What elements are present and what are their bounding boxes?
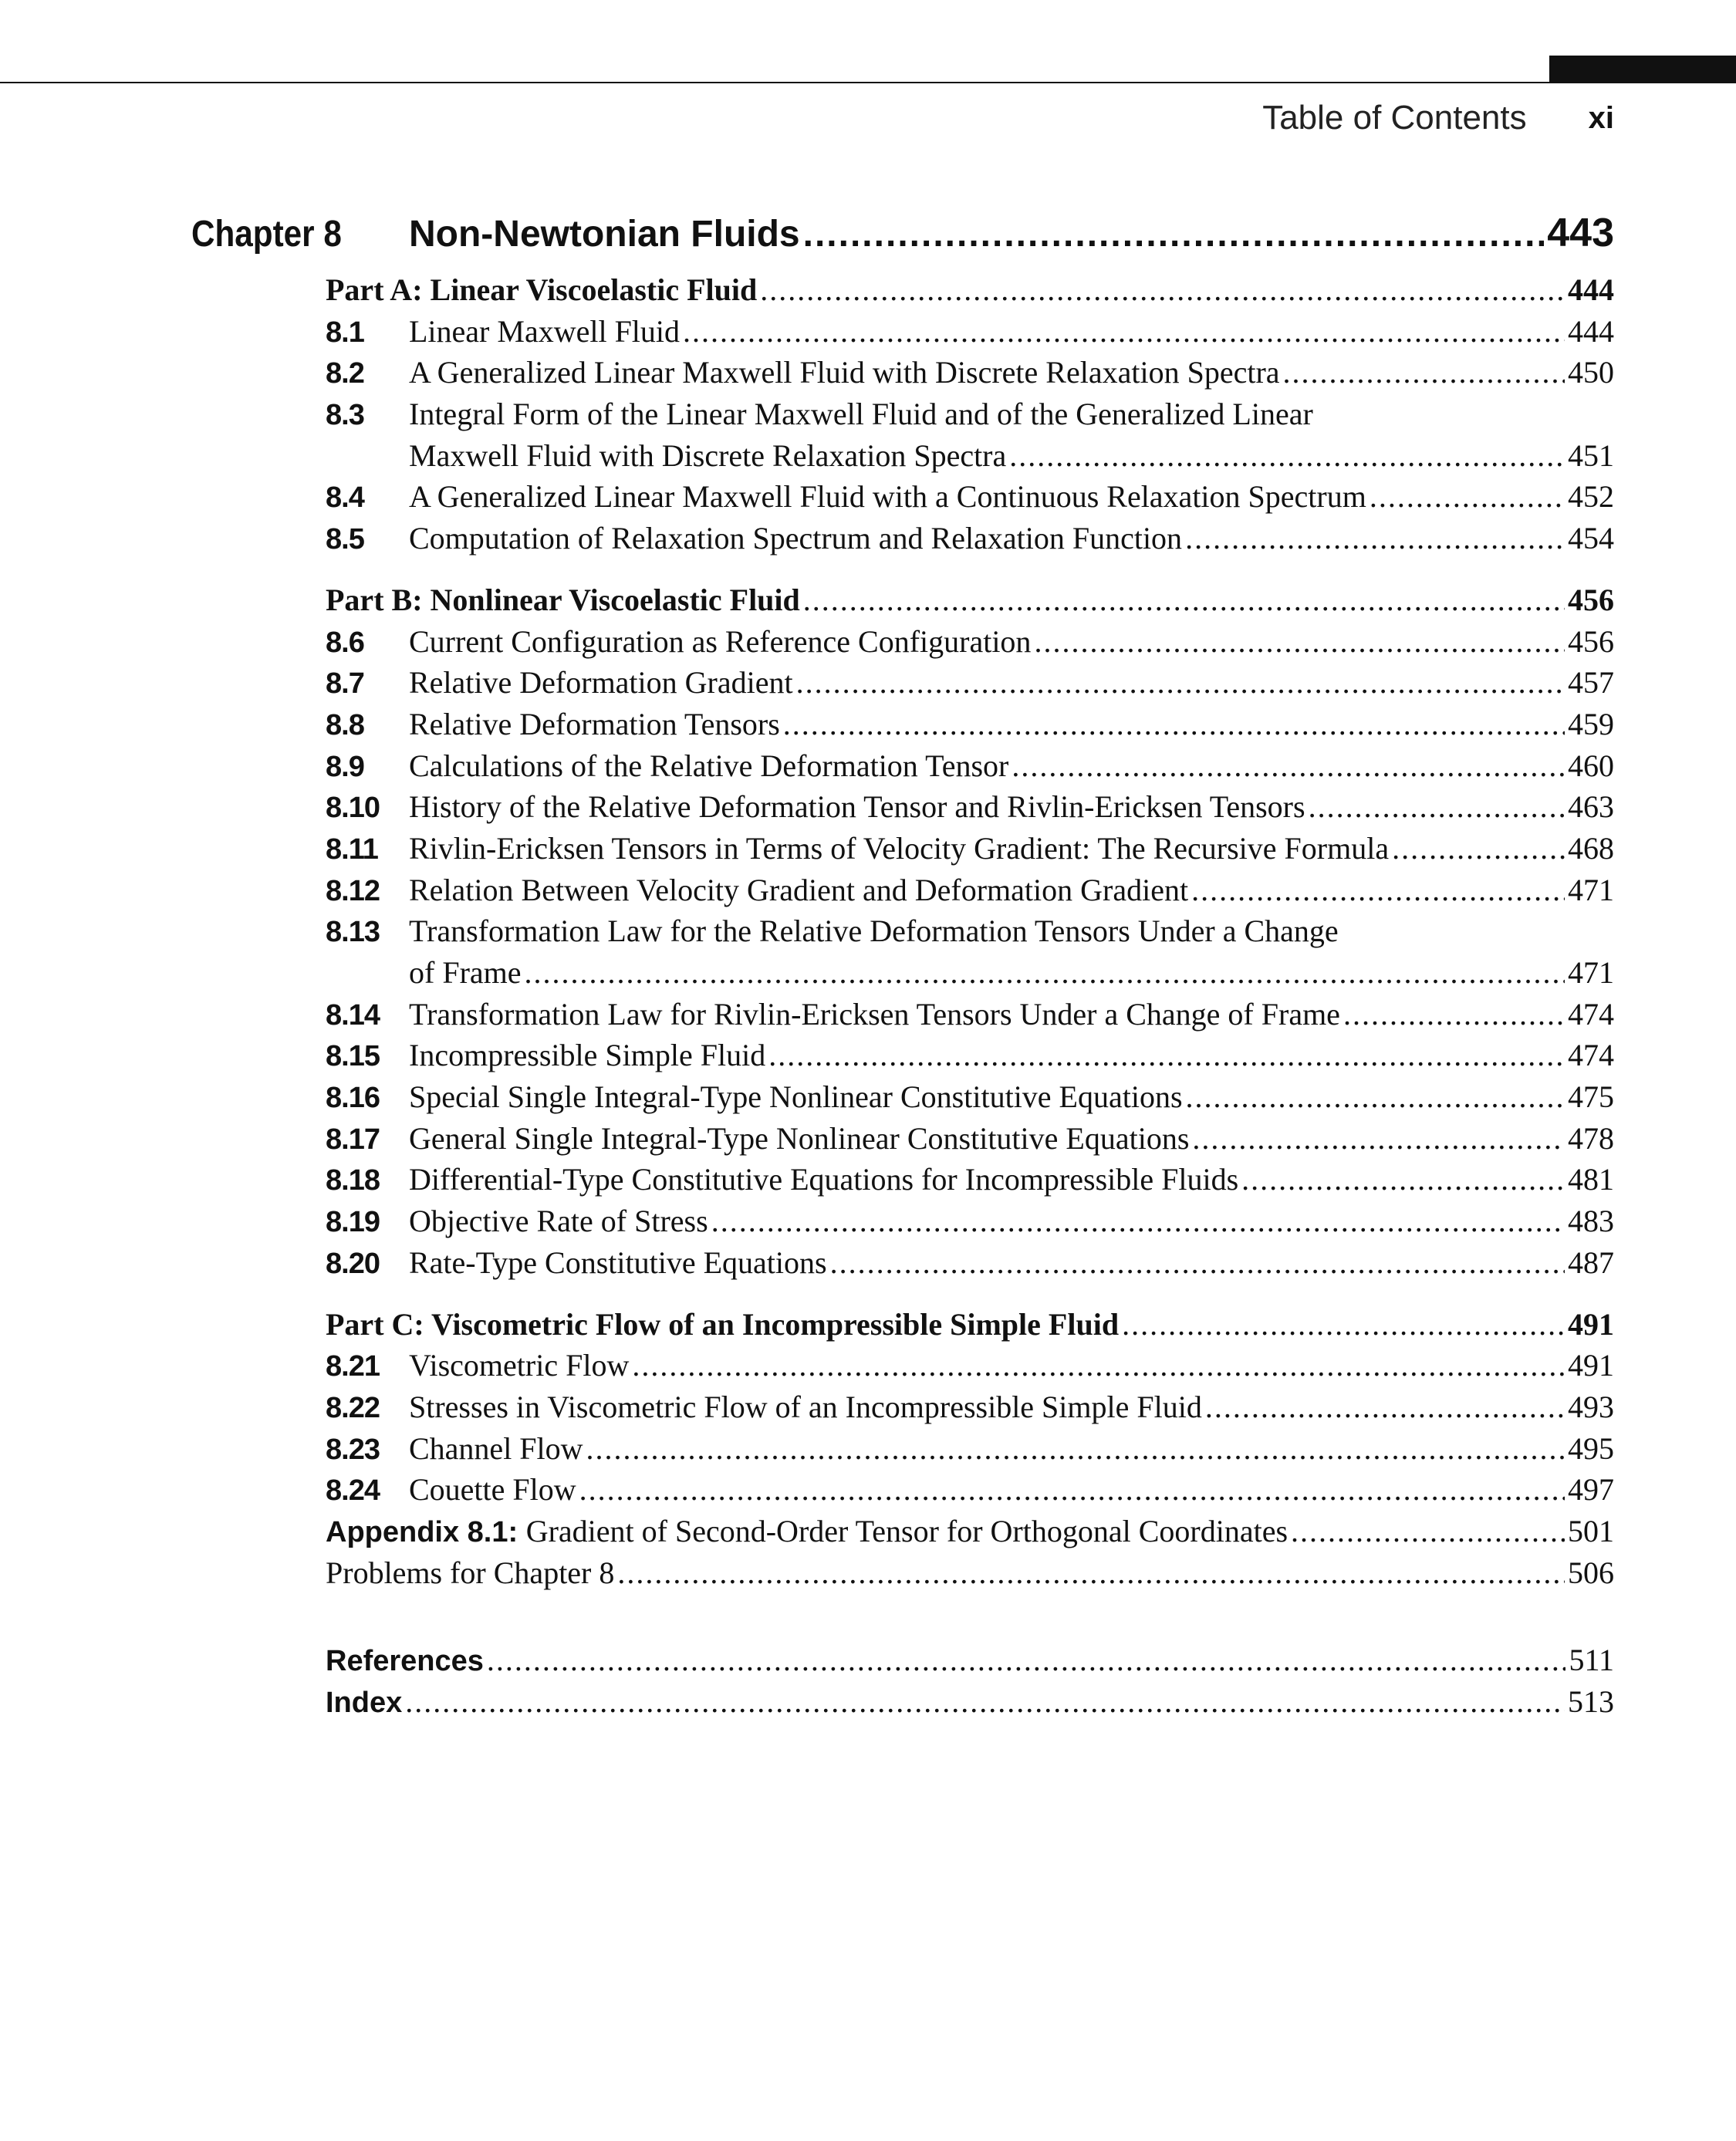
leader-dots xyxy=(617,1555,1565,1591)
section-number: 8.3 xyxy=(326,399,364,432)
section-number: 8.4 xyxy=(326,481,364,515)
entry-label: Appendix 8.1: xyxy=(326,1515,526,1548)
leader-dots xyxy=(1122,1306,1565,1342)
entry-page: 506 xyxy=(1568,1555,1614,1590)
leader-dots xyxy=(783,706,1565,742)
section-number: 8.24 xyxy=(326,1474,380,1508)
leader-dots xyxy=(1009,437,1565,474)
entry-title: A Generalized Linear Maxwell Fluid with Discrete Relaxation Spectra xyxy=(409,355,1280,390)
toc-appendix[interactable] xyxy=(326,1513,1614,1555)
toc-entry[interactable] xyxy=(326,1037,1614,1079)
entry-page: 471 xyxy=(1568,872,1614,907)
entry-page: 460 xyxy=(1568,748,1614,783)
entry-page: 456 xyxy=(1568,623,1614,659)
leader-dots xyxy=(1343,996,1565,1032)
leader-dots xyxy=(1309,789,1565,825)
entry-title: Integral Form of the Linear Maxwell Fluid and of the Generalized Linear xyxy=(409,397,1313,432)
entry-page: 491 xyxy=(1568,1306,1614,1342)
entry-title: of Frame xyxy=(409,955,522,990)
leader-dots xyxy=(830,1244,1565,1281)
entry-title: Relative Deformation Gradient xyxy=(409,665,793,701)
running-head-title: Table of Contents xyxy=(1262,99,1527,137)
table-of-contents xyxy=(326,272,1614,1725)
entry-title: A Generalized Linear Maxwell Fluid with a Continuous Relaxation Spectrum xyxy=(409,479,1366,515)
entry-page: 450 xyxy=(1568,355,1614,390)
leader-dots xyxy=(1186,1079,1565,1115)
section-number: 8.12 xyxy=(326,874,380,907)
leader-dots xyxy=(1370,478,1565,515)
toc-part-heading[interactable] xyxy=(326,272,1614,313)
entry-title: Stresses in Viscometric Flow of an Incompressible Simple Fluid xyxy=(409,1389,1202,1424)
entry-title: Transformation Law for the Relative Deformation Tensors Under a Change xyxy=(409,913,1339,949)
entry-page: 474 xyxy=(1568,1038,1614,1073)
entry-title: Special Single Integral-Type Nonlinear Constitutive Equations xyxy=(409,1079,1183,1115)
entry-title: Index xyxy=(326,1687,403,1719)
entry-title: Rate-Type Constitutive Equations xyxy=(409,1244,827,1280)
chapter-page: 443 xyxy=(1547,211,1614,255)
toc-entry[interactable] xyxy=(326,1471,1614,1513)
leader-dots xyxy=(405,1683,1565,1720)
entry-page: 501 xyxy=(1568,1513,1614,1548)
section-spacer xyxy=(326,1286,1614,1306)
section-number: 8.14 xyxy=(326,998,380,1032)
entry-page: 491 xyxy=(1568,1348,1614,1383)
toc-entry[interactable] xyxy=(326,1389,1614,1430)
leader-dots xyxy=(1191,872,1565,908)
section-number: 8.18 xyxy=(326,1164,380,1197)
entry-title: Computation of Relaxation Spectrum and Relaxation Function xyxy=(409,521,1183,556)
entry-title: Viscometric Flow xyxy=(409,1348,630,1383)
section-number: 8.6 xyxy=(326,626,364,659)
section-number: 8.20 xyxy=(326,1247,380,1280)
entry-page: 463 xyxy=(1568,789,1614,825)
entry-page: 511 xyxy=(1569,1643,1614,1678)
entry-page: 475 xyxy=(1568,1079,1614,1115)
toc-entry-continuation[interactable] xyxy=(326,954,1614,996)
leader-dots xyxy=(586,1430,1565,1467)
entry-title: Calculations of the Relative Deformation Tensor xyxy=(409,748,1009,783)
leader-dots xyxy=(1241,1161,1565,1197)
entry-page: 459 xyxy=(1568,706,1614,741)
entry-page: 444 xyxy=(1568,313,1614,349)
entry-title: Objective Rate of Stress xyxy=(409,1204,708,1239)
entry-title: Part C: Viscometric Flow of an Incompressible Simple Fluid xyxy=(326,1306,1120,1342)
toc-entry[interactable] xyxy=(326,623,1614,665)
toc-entry-continuation[interactable] xyxy=(326,437,1614,479)
leader-dots xyxy=(1392,830,1565,866)
entry-title: Maxwell Fluid with Discrete Relaxation Spectra xyxy=(409,437,1007,473)
entry-page: 471 xyxy=(1568,955,1614,990)
entry-page: 457 xyxy=(1568,665,1614,701)
leader-dots xyxy=(487,1642,1566,1678)
entry-title: Gradient of Second-Order Tensor for Orthogonal Coordinates xyxy=(525,1513,1288,1548)
leader-dots xyxy=(683,313,1565,350)
leader-dots xyxy=(796,664,1565,701)
leader-dots xyxy=(579,1471,1565,1508)
entry-title: Problems for Chapter 8 xyxy=(326,1555,615,1590)
toc-entry[interactable] xyxy=(326,1079,1614,1120)
section-number: 8.8 xyxy=(326,708,364,741)
leader-dots xyxy=(1291,1513,1565,1549)
toc-entry[interactable] xyxy=(326,789,1614,830)
section-number: 8.5 xyxy=(326,523,364,556)
entry-page: 452 xyxy=(1568,479,1614,515)
section-number: 8.15 xyxy=(326,1040,380,1073)
toc-entry[interactable] xyxy=(326,1347,1614,1389)
toc-entry[interactable] xyxy=(326,520,1614,562)
chapter-title: Non-Newtonian Fluids xyxy=(409,214,800,255)
entry-title: Differential-Type Constitutive Equations for Incompressible Fluids xyxy=(409,1162,1239,1197)
entry-page: 481 xyxy=(1568,1162,1614,1197)
leader-dots xyxy=(1012,748,1565,784)
entry-title: Couette Flow xyxy=(409,1472,576,1508)
leader-dots xyxy=(1034,623,1565,660)
toc-part-heading[interactable] xyxy=(326,582,1614,623)
toc-entry[interactable] xyxy=(326,748,1614,789)
toc-entry[interactable] xyxy=(326,313,1614,355)
toc-entry[interactable] xyxy=(326,830,1614,872)
section-number: 8.2 xyxy=(326,357,364,390)
section-number: 8.16 xyxy=(326,1082,380,1115)
page-number: xi xyxy=(1588,100,1614,135)
entry-page: 478 xyxy=(1568,1120,1614,1156)
section-number: 8.23 xyxy=(326,1433,380,1466)
section-number: 8.22 xyxy=(326,1391,380,1424)
running-head xyxy=(1262,91,1614,145)
entry-page: 513 xyxy=(1568,1684,1614,1719)
entry-page: 468 xyxy=(1568,830,1614,866)
entry-title: References xyxy=(326,1645,484,1678)
entry-title: Linear Maxwell Fluid xyxy=(409,313,681,349)
toc-entry[interactable] xyxy=(326,1430,1614,1472)
section-number: 8.17 xyxy=(326,1123,380,1156)
toc-back-matter[interactable] xyxy=(326,1642,1614,1683)
toc-entry[interactable] xyxy=(326,396,1614,437)
entry-page: 474 xyxy=(1568,996,1614,1032)
toc-problems[interactable] xyxy=(326,1555,1614,1596)
toc-entry[interactable] xyxy=(326,1203,1614,1244)
entry-title: Relative Deformation Tensors xyxy=(409,706,780,741)
toc-entry[interactable] xyxy=(326,913,1614,954)
section-number: 8.9 xyxy=(326,750,364,783)
toc-entry[interactable] xyxy=(326,664,1614,706)
section-number: 8.10 xyxy=(326,792,380,825)
leader-dots xyxy=(768,1037,1565,1073)
toc-entry[interactable] xyxy=(326,872,1614,913)
leader-dots xyxy=(803,582,1565,618)
entry-title: Relation Between Velocity Gradient and Deformation Gradient xyxy=(409,872,1189,907)
section-number: 8.1 xyxy=(326,316,364,349)
chapter-label: Chapter 8 xyxy=(191,214,342,255)
entry-title: Current Configuration as Reference Configuration xyxy=(409,623,1032,659)
entry-page: 497 xyxy=(1568,1472,1614,1508)
header-rule xyxy=(0,82,1736,83)
toc-entry[interactable] xyxy=(326,478,1614,520)
leader-dots xyxy=(760,272,1565,308)
toc-entry[interactable] xyxy=(326,996,1614,1038)
section-number: 8.19 xyxy=(326,1206,380,1239)
toc-entry[interactable] xyxy=(326,1120,1614,1162)
section-spacer xyxy=(326,1596,1614,1642)
entry-page: 493 xyxy=(1568,1389,1614,1424)
entry-title: Channel Flow xyxy=(409,1430,583,1466)
entry-title: General Single Integral-Type Nonlinear Constitutive Equations xyxy=(409,1120,1190,1156)
entry-page: 444 xyxy=(1568,272,1614,307)
leader-dots xyxy=(1192,1120,1565,1157)
entry-title: Rivlin-Ericksen Tensors in Terms of Velocity Gradient: The Recursive Formula xyxy=(409,830,1390,866)
leader-dots xyxy=(1185,520,1565,556)
toc-part-heading[interactable] xyxy=(326,1306,1614,1348)
section-number: 8.21 xyxy=(326,1350,380,1383)
entry-title: Part A: Linear Viscoelastic Fluid xyxy=(326,272,758,307)
entry-page: 483 xyxy=(1568,1204,1614,1239)
leader-dots xyxy=(1205,1389,1565,1425)
leader-dots xyxy=(525,954,1565,991)
entry-page: 487 xyxy=(1568,1244,1614,1280)
chapter-tab-marker xyxy=(1549,56,1736,83)
leader-dots xyxy=(632,1347,1565,1383)
leader-dots xyxy=(711,1203,1565,1239)
entry-page: 454 xyxy=(1568,521,1614,556)
toc-entry[interactable] xyxy=(326,1161,1614,1203)
entry-page: 451 xyxy=(1568,437,1614,473)
leader-dots xyxy=(1283,354,1565,390)
leader-dots xyxy=(803,213,1545,255)
entry-page: 456 xyxy=(1568,582,1614,617)
toc-entry[interactable] xyxy=(326,1244,1614,1286)
entry-title: History of the Relative Deformation Tensor and Rivlin-Ericksen Tensors xyxy=(409,789,1305,825)
chapter-heading[interactable] xyxy=(191,210,1614,264)
toc-entry[interactable] xyxy=(326,354,1614,396)
section-spacer xyxy=(326,562,1614,582)
section-number: 8.11 xyxy=(326,832,378,866)
entry-title: Incompressible Simple Fluid xyxy=(409,1038,766,1073)
entry-title: Part B: Nonlinear Viscoelastic Fluid xyxy=(326,582,800,617)
toc-back-matter[interactable] xyxy=(326,1683,1614,1725)
entry-title: Transformation Law for Rivlin-Ericksen Tensors Under a Change of Frame xyxy=(409,996,1340,1032)
section-number: 8.7 xyxy=(326,667,364,701)
entry-page: 495 xyxy=(1568,1430,1614,1466)
toc-entry[interactable] xyxy=(326,706,1614,748)
section-number: 8.13 xyxy=(326,916,380,949)
